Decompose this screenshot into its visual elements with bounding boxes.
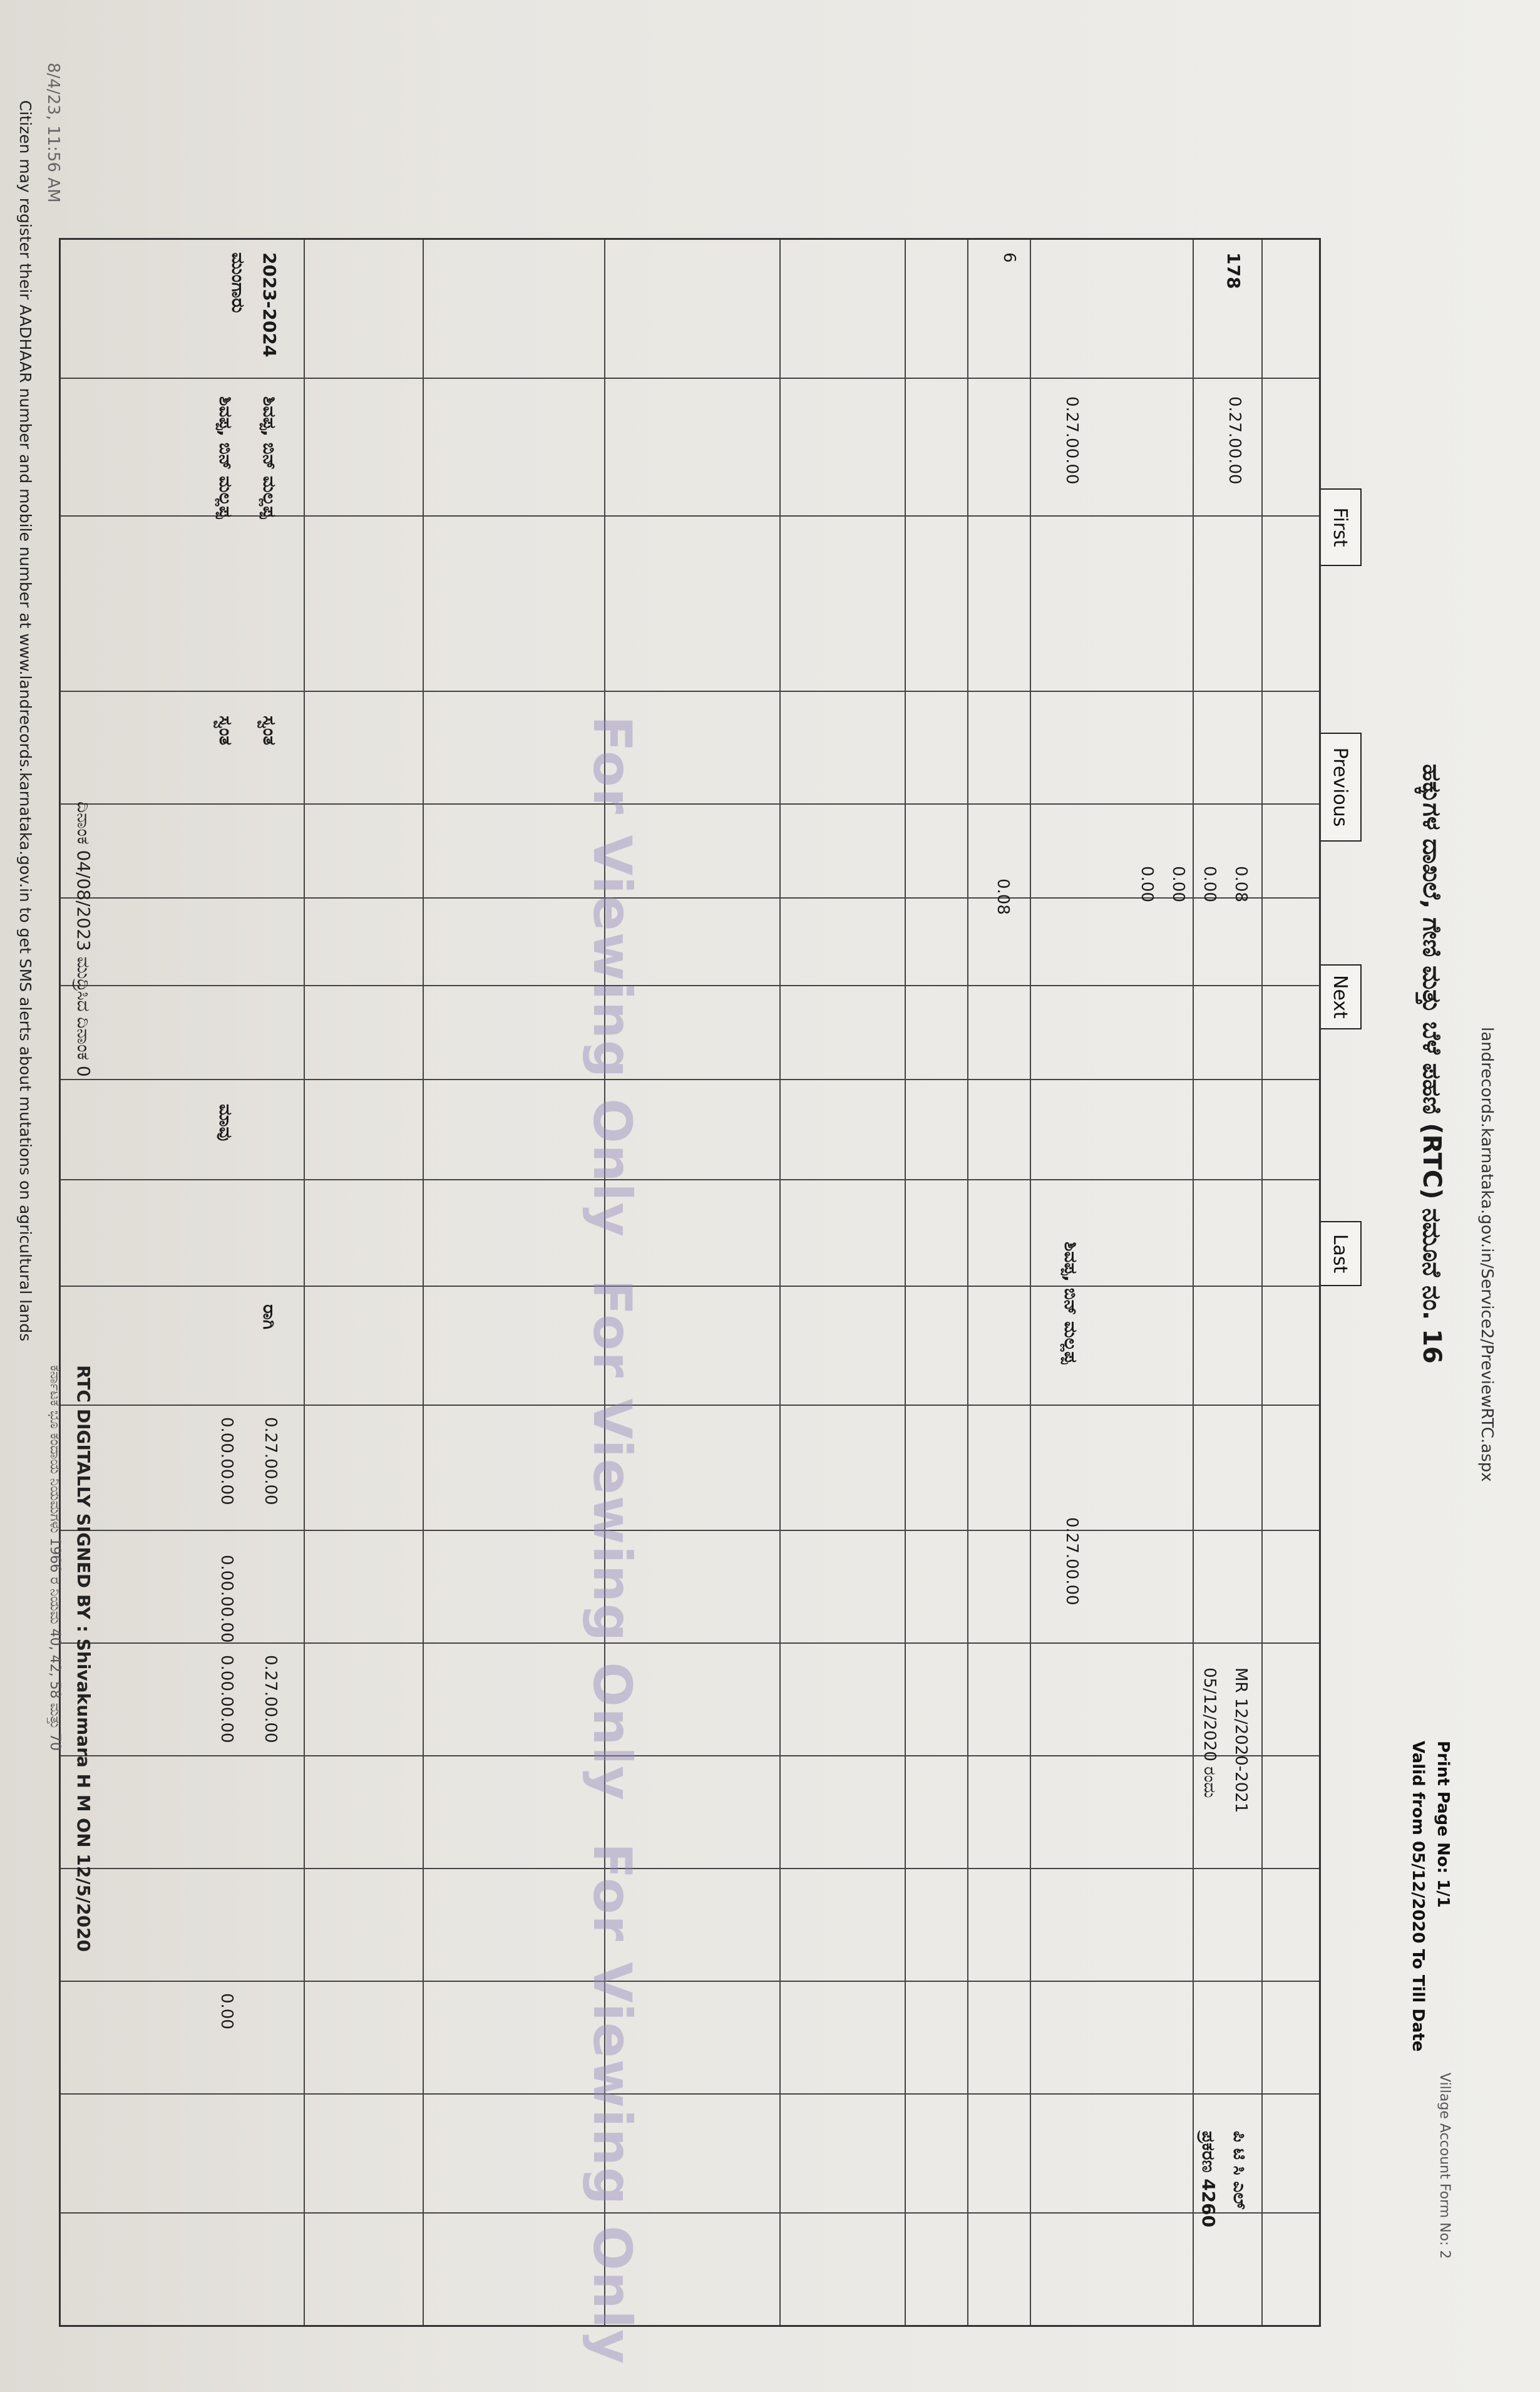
row-divider [304,240,305,2325]
crop-season: ಮುಂಗಾರು [228,252,249,313]
column-divider [61,1868,1319,1869]
column-divider [61,1079,1319,1080]
row-divider [423,240,424,2325]
kharab-d: 0.00 [1137,866,1156,902]
column-divider [61,1981,1319,1982]
column-divider [61,1405,1319,1406]
watermark: For Viewing Only [582,1279,643,1802]
previous-button[interactable]: Previous [1319,733,1362,842]
crop-area-2c: 0.00.00.00 [217,1655,236,1743]
column-divider [61,985,1319,986]
remark-case-no: ಪ್ರಕರಣ 4260 [1198,2131,1219,2228]
act-reference: ಕರ್ನಾಟಕ ಭೂ ಕಂದಾಯ ನಿಯಮಗಳು 1966 ರ ನಿಯಮ 40, 42, 58 ಮತ್ತು 70 [47,1365,63,1751]
print-date: ದಿನಾಂಕ 04/08/2023 ಮುದ್ರಿಸಿದ ದಿನಾಂಕ 0 [73,802,94,1077]
rtc-table [59,238,1321,2365]
village-form-label: Village Account Form No: 2 [1437,2073,1452,2259]
column-divider [61,378,1319,379]
crop-year: 2023-2024 [259,252,280,358]
row-divider [905,240,906,2325]
column-divider [61,2212,1319,2214]
column-divider [61,1286,1319,1287]
column-divider [61,1179,1319,1180]
row-divider [1030,240,1031,2325]
citizen-notice: Citizen may register their AADHAAR number and mobile number at www.landrecords.karnataka.gov.in to get SMS alerts about mutations on agricultural lands [16,100,34,1342]
row-divider [1261,240,1263,2325]
column-divider [61,897,1319,899]
column-divider [61,691,1319,692]
tenure-2: ಸ್ವಂತ [215,716,236,746]
crop-area-2b: 0.00.00.00 [217,1555,236,1643]
remark-ptcl: ಪಿ ಟಿ ಸಿ ಎಲ್ [1229,2131,1250,2210]
crop-area-2a: 0.00.00.00 [217,1417,236,1505]
owner-extent: 0.27.00.00 [1062,1517,1081,1606]
hissa-number: 6 [1000,252,1019,263]
crop-area-1a: 0.27.00.00 [261,1417,280,1505]
watermark: For Viewing Only [582,716,643,1238]
watermark: For Viewing Only [582,1843,643,2365]
row-divider [779,240,781,2325]
column-divider [61,803,1319,805]
row-divider [1193,240,1194,2325]
capture-timestamp: 8/4/23, 11:56 AM [44,63,63,203]
row-divider [967,240,968,2325]
kharab-c: 0.00 [1169,866,1188,902]
column-divider [61,1530,1319,1531]
crop-area-1c: 0.00 [217,1993,236,2029]
net-extent: 0.27.00.00 [1062,396,1081,485]
first-button[interactable]: First [1319,488,1362,566]
survey-number: 178 [1223,252,1244,289]
kharab-b: 0.00 [1200,866,1219,902]
page-url: landrecords.karnataka.gov.in/Service2/PreviewRTC.aspx [1477,1027,1496,1482]
mutation-date: 05/12/2020 ರಂದು [1200,1668,1219,1798]
kharab-total: 0.08 [993,879,1012,915]
kharab-a: 0.08 [1231,866,1250,902]
crop-area-1b: 0.27.00.00 [261,1655,280,1743]
owner-name: ಶಿವಪ್ಪ, ಬಿನ್ ಮಲ್ಲಪ್ಪ [1060,1242,1081,1364]
total-extent: 0.27.00.00 [1225,396,1244,485]
page-title: ಹಕ್ಕುಗಳ ದಾಖಲೆ, ಗೇಣಿ ಮತ್ತು ಬೆಳೆ ಪಹಣಿ (RTC) ನಮೂನೆ ನಂ. 16 [1417,764,1446,1364]
tenure-1: ಸ್ವಂತ [259,716,280,746]
cultivator-1: ಶಿವಪ್ಪ, ಬಿನ್ ಮಲ್ಲಪ್ಪ [259,396,280,519]
mutation-number: MR 12/2020-2021 [1231,1668,1250,1813]
crop-name-1: ರಾಗಿ [259,1304,280,1330]
last-button[interactable]: Last [1319,1221,1362,1286]
print-page-number: Print Page No: 1/1 [1434,1741,1452,1908]
validity-dates: Valid from 05/12/2020 To Till Date [1409,1741,1427,2052]
crop-name-2: ಮಾವು [215,1104,236,1142]
column-divider [61,515,1319,517]
column-divider [61,1642,1319,1644]
next-button[interactable]: Next [1319,964,1362,1029]
digital-signature: RTC DIGITALLY SIGNED BY : Shivakumara H M ON 12/5/2020 [73,1365,94,1952]
column-divider [61,2093,1319,2095]
column-divider [61,1755,1319,1756]
cultivator-2: ಶಿವಪ್ಪ, ಬಿನ್ ಮಲ್ಲಪ್ಪ [215,396,236,519]
